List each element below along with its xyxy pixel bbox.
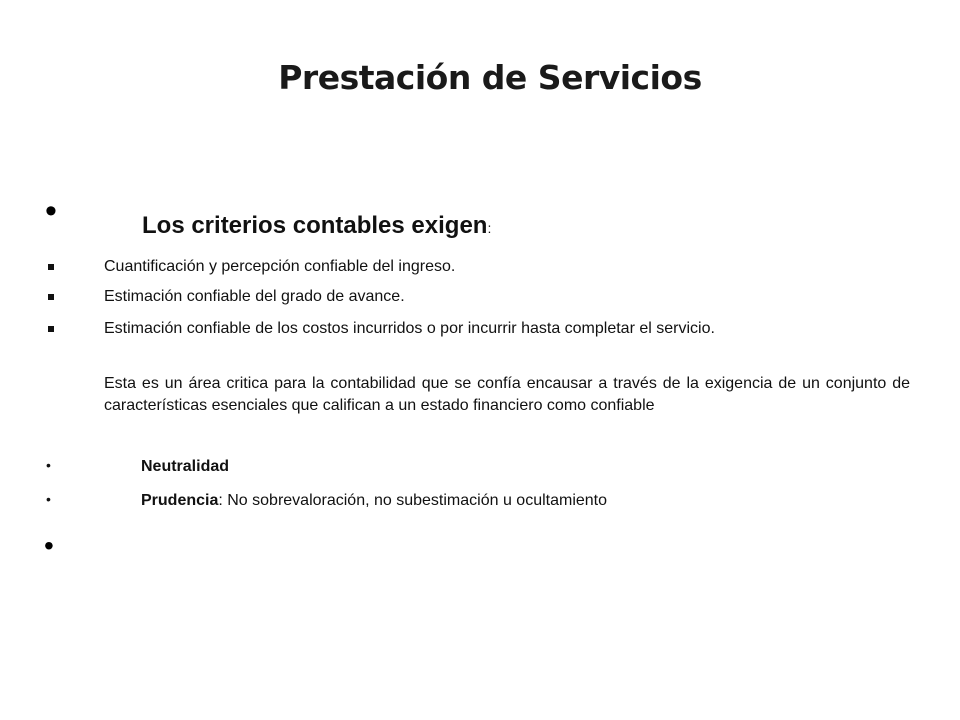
- empty-bullet-marker: •: [44, 530, 54, 561]
- main-bullet-marker: •: [45, 192, 57, 230]
- sub-item-term: Neutralidad: [141, 458, 230, 475]
- sub-bullet-marker: •: [46, 457, 51, 473]
- sub-item-term: Prudencia: [141, 492, 219, 509]
- square-bullet-icon: [48, 326, 54, 332]
- criteria-item-2: Estimación confiable del grado de avance.: [104, 288, 405, 305]
- sub-item-text: : No sobrevaloración, no subestimación u ocultamiento: [218, 492, 608, 509]
- square-bullet-icon: [48, 294, 54, 300]
- section-heading: [142, 212, 491, 240]
- criteria-paragraph: Esta es un área critica para la contabilidad que se confía encausar a través de la exigencia de un conjunto de características esenciales que califican a un estado financiero como confiable: [104, 375, 910, 414]
- slide-title: Prestación de Servicios: [278, 58, 702, 97]
- section-heading-colon: :: [487, 220, 492, 236]
- sub-bullet-marker: •: [46, 491, 51, 507]
- sub-item-neutralidad: [141, 456, 229, 478]
- square-bullet-icon: [48, 264, 54, 270]
- section-heading-text: Los criterios contables exigen: [142, 212, 488, 239]
- criteria-item-1: Cuantificación y percepción confiable del ingreso.: [104, 258, 456, 275]
- sub-item-prudencia: [141, 490, 607, 512]
- criteria-item-3: Estimación confiable de los costos incurridos o por incurrir hasta completar el servicio.: [104, 320, 715, 337]
